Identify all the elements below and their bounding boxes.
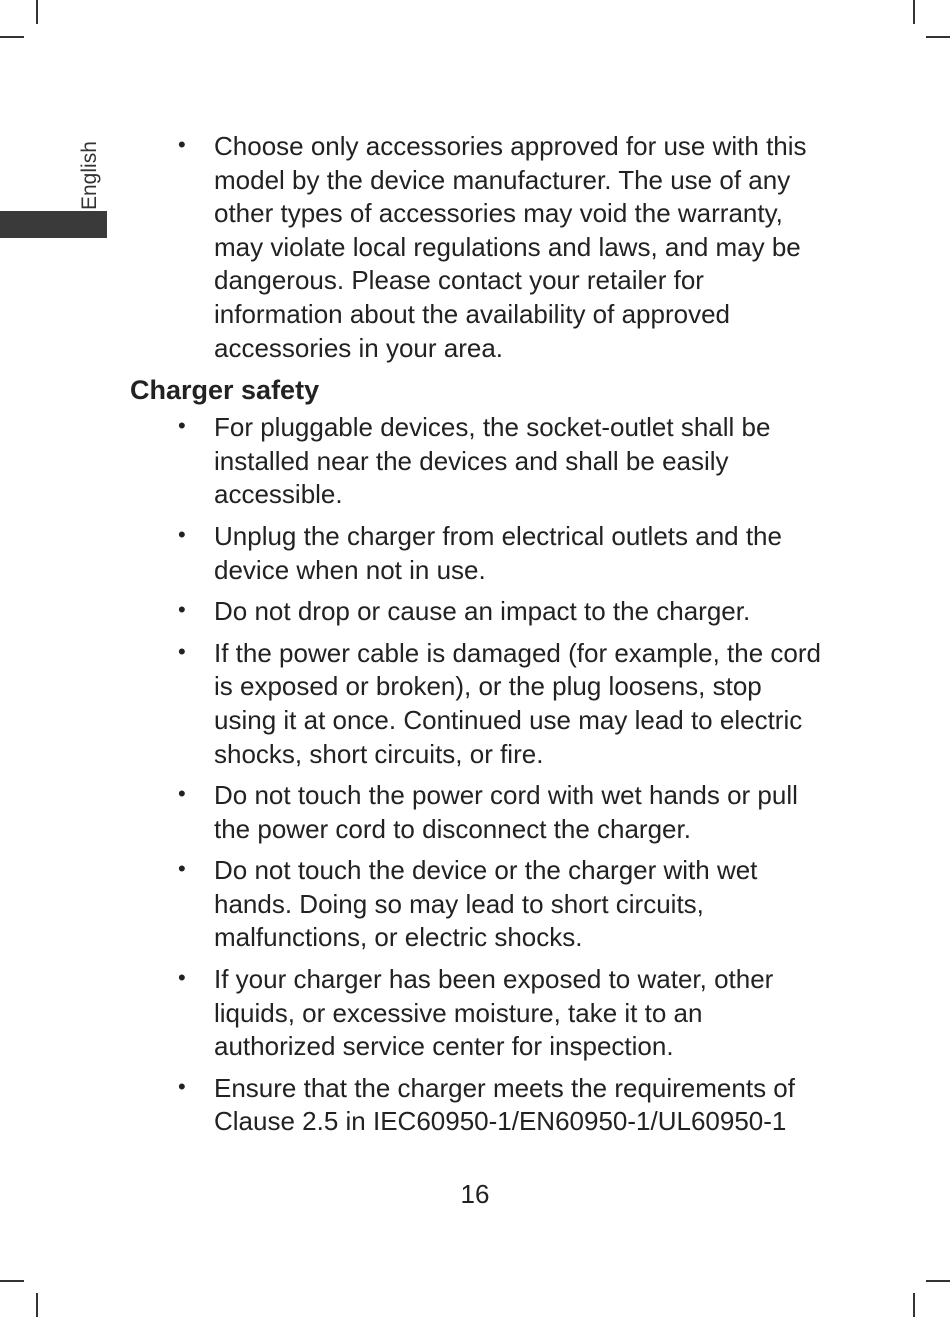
list-item-text: If the power cable is damaged (for example, the cord is exposed or broken), or the plug loosens, stop using it at once. Continued use may lead to electric shocks, short circuits, or fire.: [214, 637, 821, 769]
bullet-icon: •: [178, 132, 186, 157]
bullet-icon: •: [178, 781, 186, 807]
bullet-icon: •: [178, 856, 186, 882]
list-item-text: If your charger has been exposed to water, other liquids, or excessive moisture, take it to an authorized service center for inspection.: [214, 964, 774, 1062]
bullet-icon: •: [178, 638, 186, 664]
list-item: [130, 779, 830, 846]
list-item-text: Do not touch the power cord with wet hands or pull the power cord to disconnect the charger.: [214, 780, 798, 844]
page-content: [130, 130, 830, 1147]
list-item: [130, 130, 830, 365]
list-item: [130, 411, 830, 512]
list-item-text: For pluggable devices, the socket-outlet shall be installed near the devices and shall be easily accessible.: [214, 412, 771, 510]
crop-mark-bottom-left-horizontal: [0, 1280, 24, 1282]
list-item-text: Do not drop or cause an impact to the charger.: [214, 596, 751, 627]
crop-mark-bottom-right-horizontal: [926, 1280, 950, 1282]
list-item: [130, 595, 830, 629]
bullet-icon: •: [178, 965, 186, 991]
crop-mark-bottom-right-vertical: [913, 1293, 915, 1317]
bullet-icon: •: [178, 1073, 186, 1099]
section-heading: Charger safety: [130, 375, 320, 406]
language-tab: [0, 211, 107, 238]
list-item: [130, 1072, 830, 1139]
crop-mark-top-left-horizontal: [0, 36, 24, 38]
language-label: English: [78, 141, 101, 210]
bullet-icon: •: [178, 413, 186, 439]
crop-mark-top-right-vertical: [913, 0, 915, 24]
bullet-icon: •: [178, 597, 186, 623]
crop-mark-top-left-vertical: [36, 0, 38, 24]
charger-safety-list: [130, 411, 830, 1139]
page-number: 16: [460, 1179, 490, 1209]
list-item: [130, 854, 830, 955]
list-item: [130, 520, 830, 587]
crop-mark-bottom-left-vertical: [36, 1293, 38, 1317]
intro-bullet-list: [130, 130, 830, 365]
list-item-text: Ensure that the charger meets the requirements of Clause 2.5 in IEC60950-1/EN60950-1/UL60950-1: [214, 1072, 795, 1137]
list-item-text: Do not touch the device or the charger with wet hands. Doing so may lead to short circuits, malfunctions, or electric shocks.: [214, 855, 758, 953]
crop-mark-top-right-horizontal: [926, 36, 950, 38]
list-item: [130, 963, 830, 1064]
bullet-icon: •: [178, 521, 186, 547]
list-item-text: Unplug the charger from electrical outlets and the device when not in use.: [214, 520, 782, 585]
list-item-text: Choose only accessories approved for use with this model by the device manufacturer. The use of any other types of accessories may void the warranty, may violate local regulations and laws, and may be dangerous. Please contact your retailer for information about the availability of approved accessories in your area.: [214, 131, 807, 363]
list-item: [130, 637, 830, 771]
